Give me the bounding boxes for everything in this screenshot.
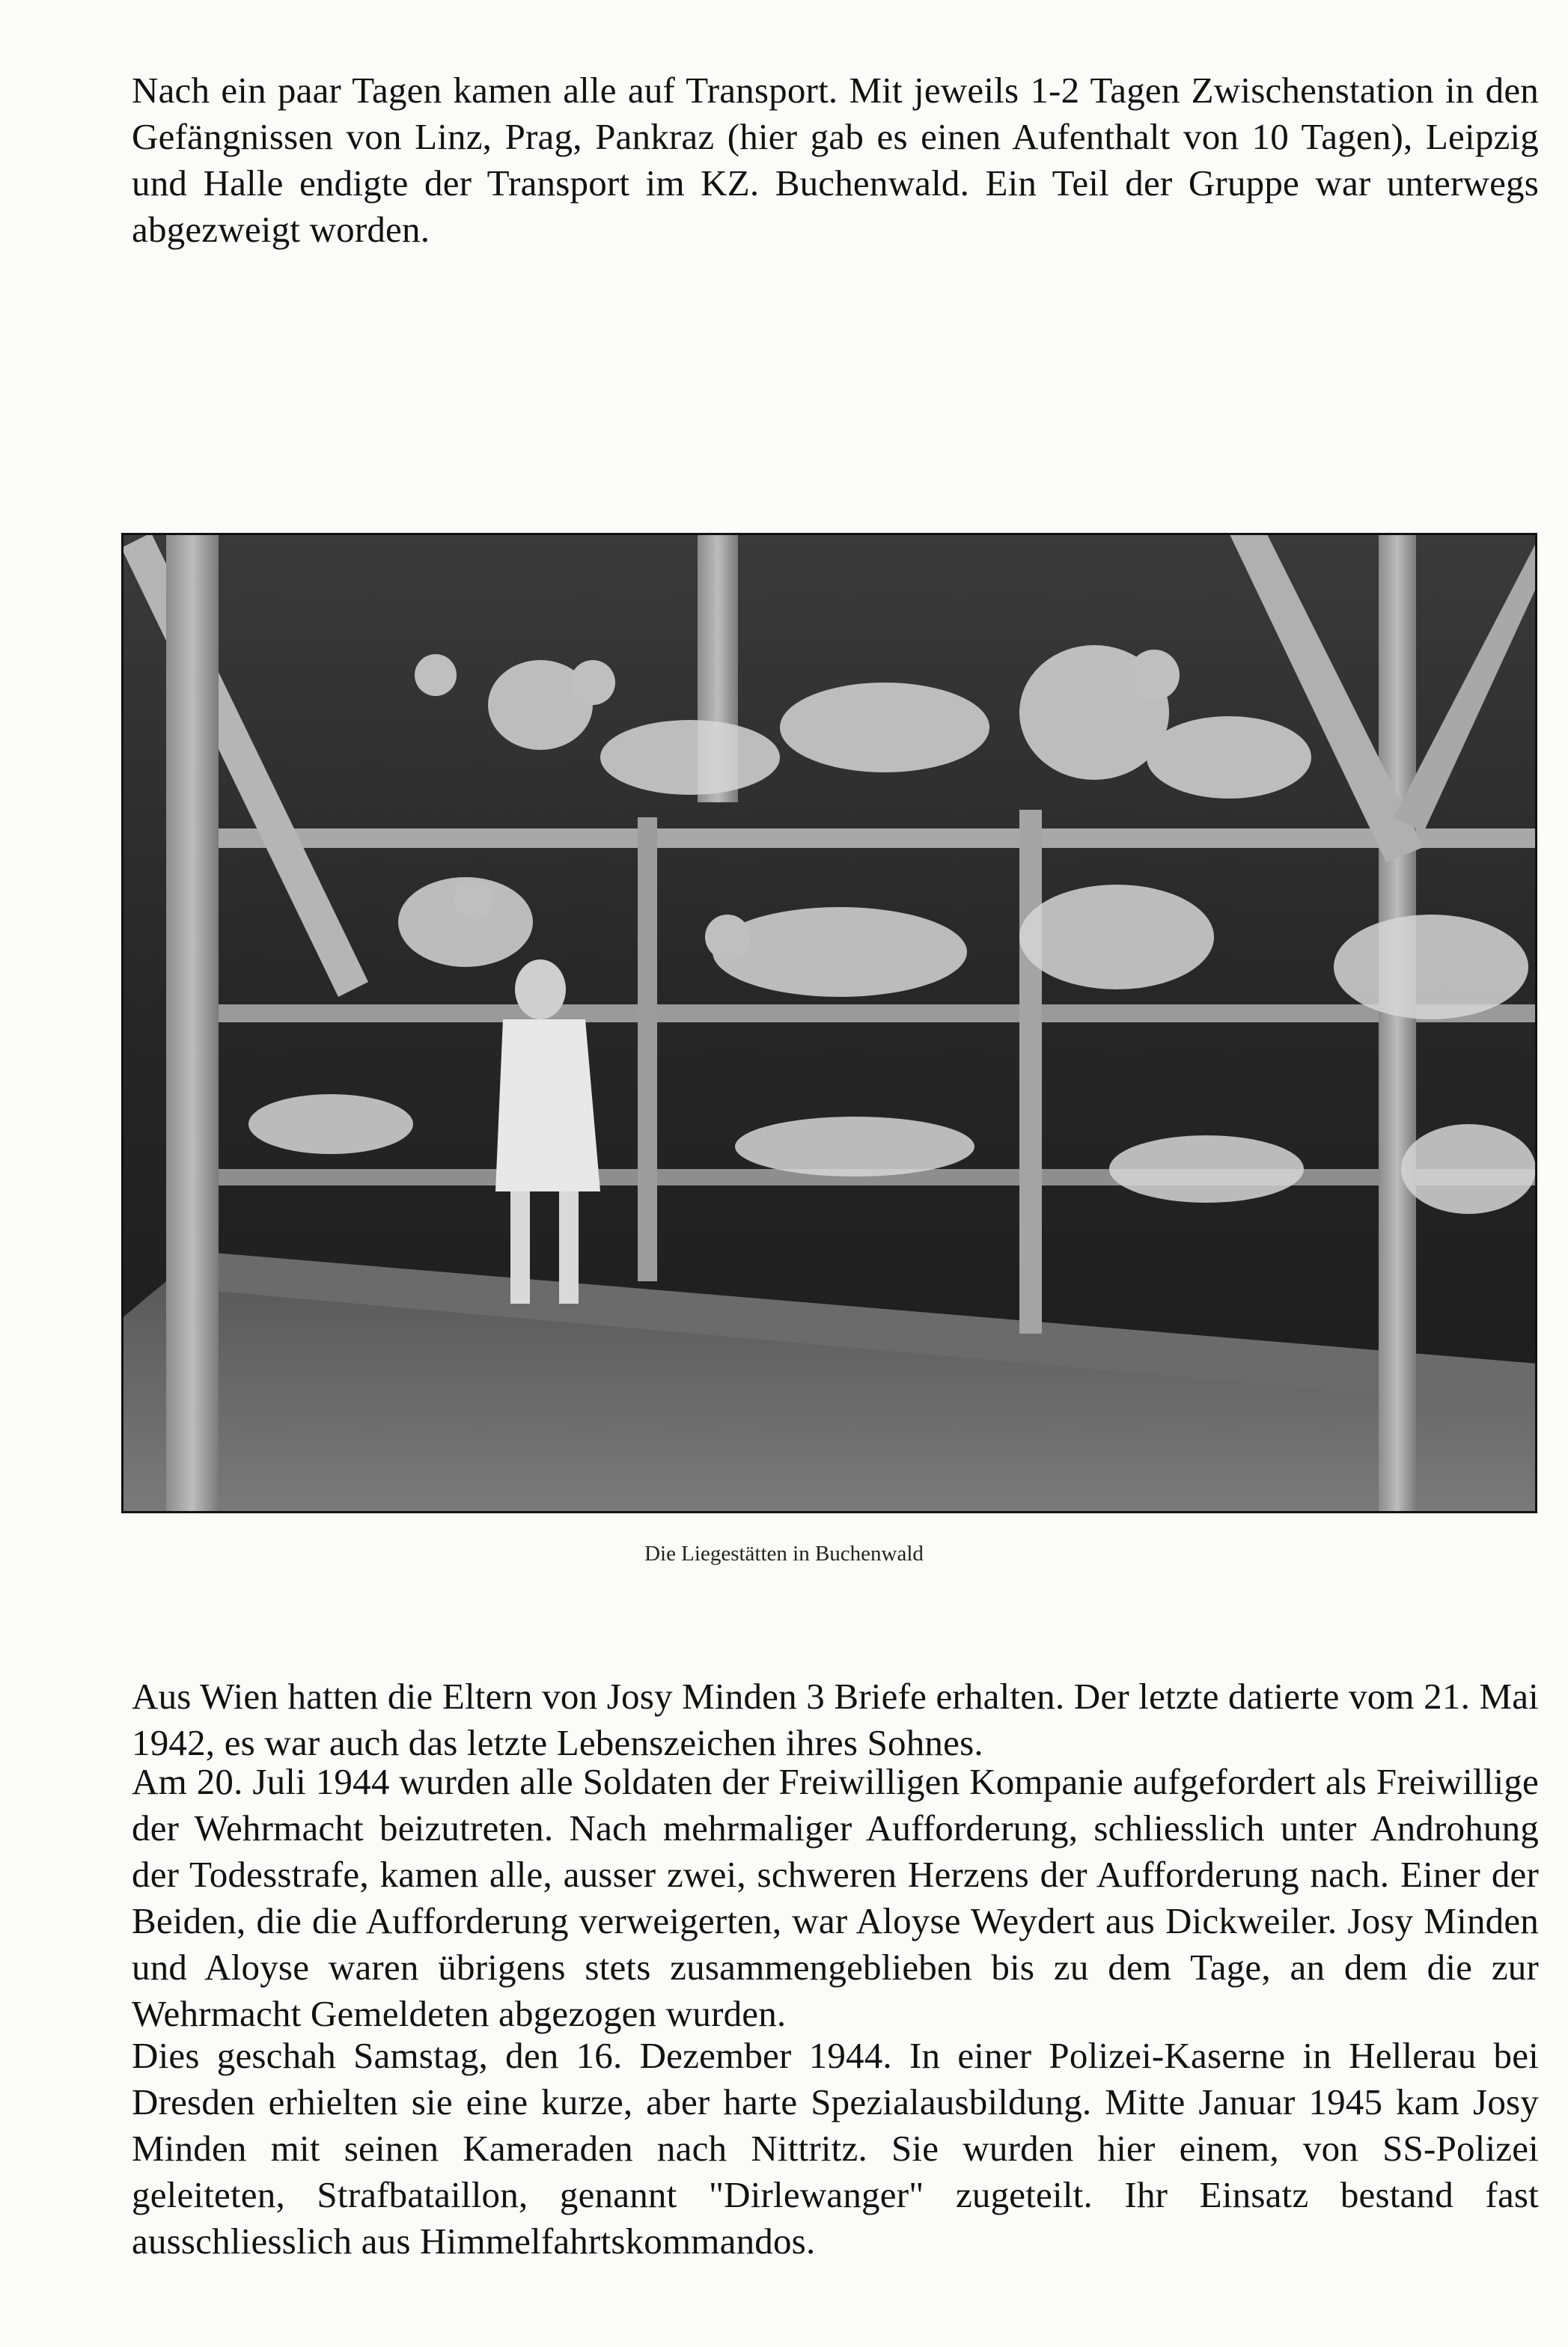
paragraph-dirlewanger: Dies geschah Samstag, den 16. Dezember 1944. In einer Polizei-Kaserne in Hellerau bei Dresden erhielten sie eine kurze, aber harte Spezialausbildung. Mitte Januar 1945 kam Josy Minden mit seinen Kameraden nach Nittritz. Sie wurden hier einem, von SS-Polizei geleiteten, Strafbataillon, genannt "Dirlewanger" zugeteilt. Ihr Einsatz bestand fast ausschliesslich aus Himmelfahrtskommandos. (132, 2035, 1539, 2262)
paragraph-transport: Nach ein paar Tagen kamen alle auf Transport. Mit jeweils 1-2 Tagen Zwischenstation in den Gefängnissen von Linz, Prag, Pankraz (hier gab es einen Aufenthalt von 10 Tagen), Leipzig und Halle endigte der Transport im KZ. Buchenwald. Ein Teil der Gruppe war unterwegs abgezweigt worden. (132, 70, 1539, 250)
photo-caption: Die Liegestätten in Buchenwald (644, 1542, 924, 1566)
paragraph-wehrmacht: Am 20. Juli 1944 wurden alle Soldaten der Freiwilligen Kompanie aufgefordert als Freiwillige der Wehrmacht beizutreten. Nach mehrmaliger Aufforderung, schliesslich unter Androhung der Todesstrafe, kamen alle, ausser zwei, schweren Herzens der Aufforderung nach. Einer der Beiden, die die Aufforderung verweigerten, war Aloyse Weydert aus Dickweiler. Josy Minden und Aloyse waren übrigens stets zusammengeblieben bis zu dem Tage, an dem die zur Wehrmacht Gemeldeten abgezogen wurden. (132, 1761, 1539, 2034)
paragraph-letters: Aus Wien hatten die Eltern von Josy Minden 3 Briefe erhalten. Der letzte datierte vom 21. Mai 1942, es war auch das letzte Lebenszeichen ihres Sohnes. (132, 1676, 1539, 1763)
buchenwald-bunks-photo (121, 533, 1537, 1513)
